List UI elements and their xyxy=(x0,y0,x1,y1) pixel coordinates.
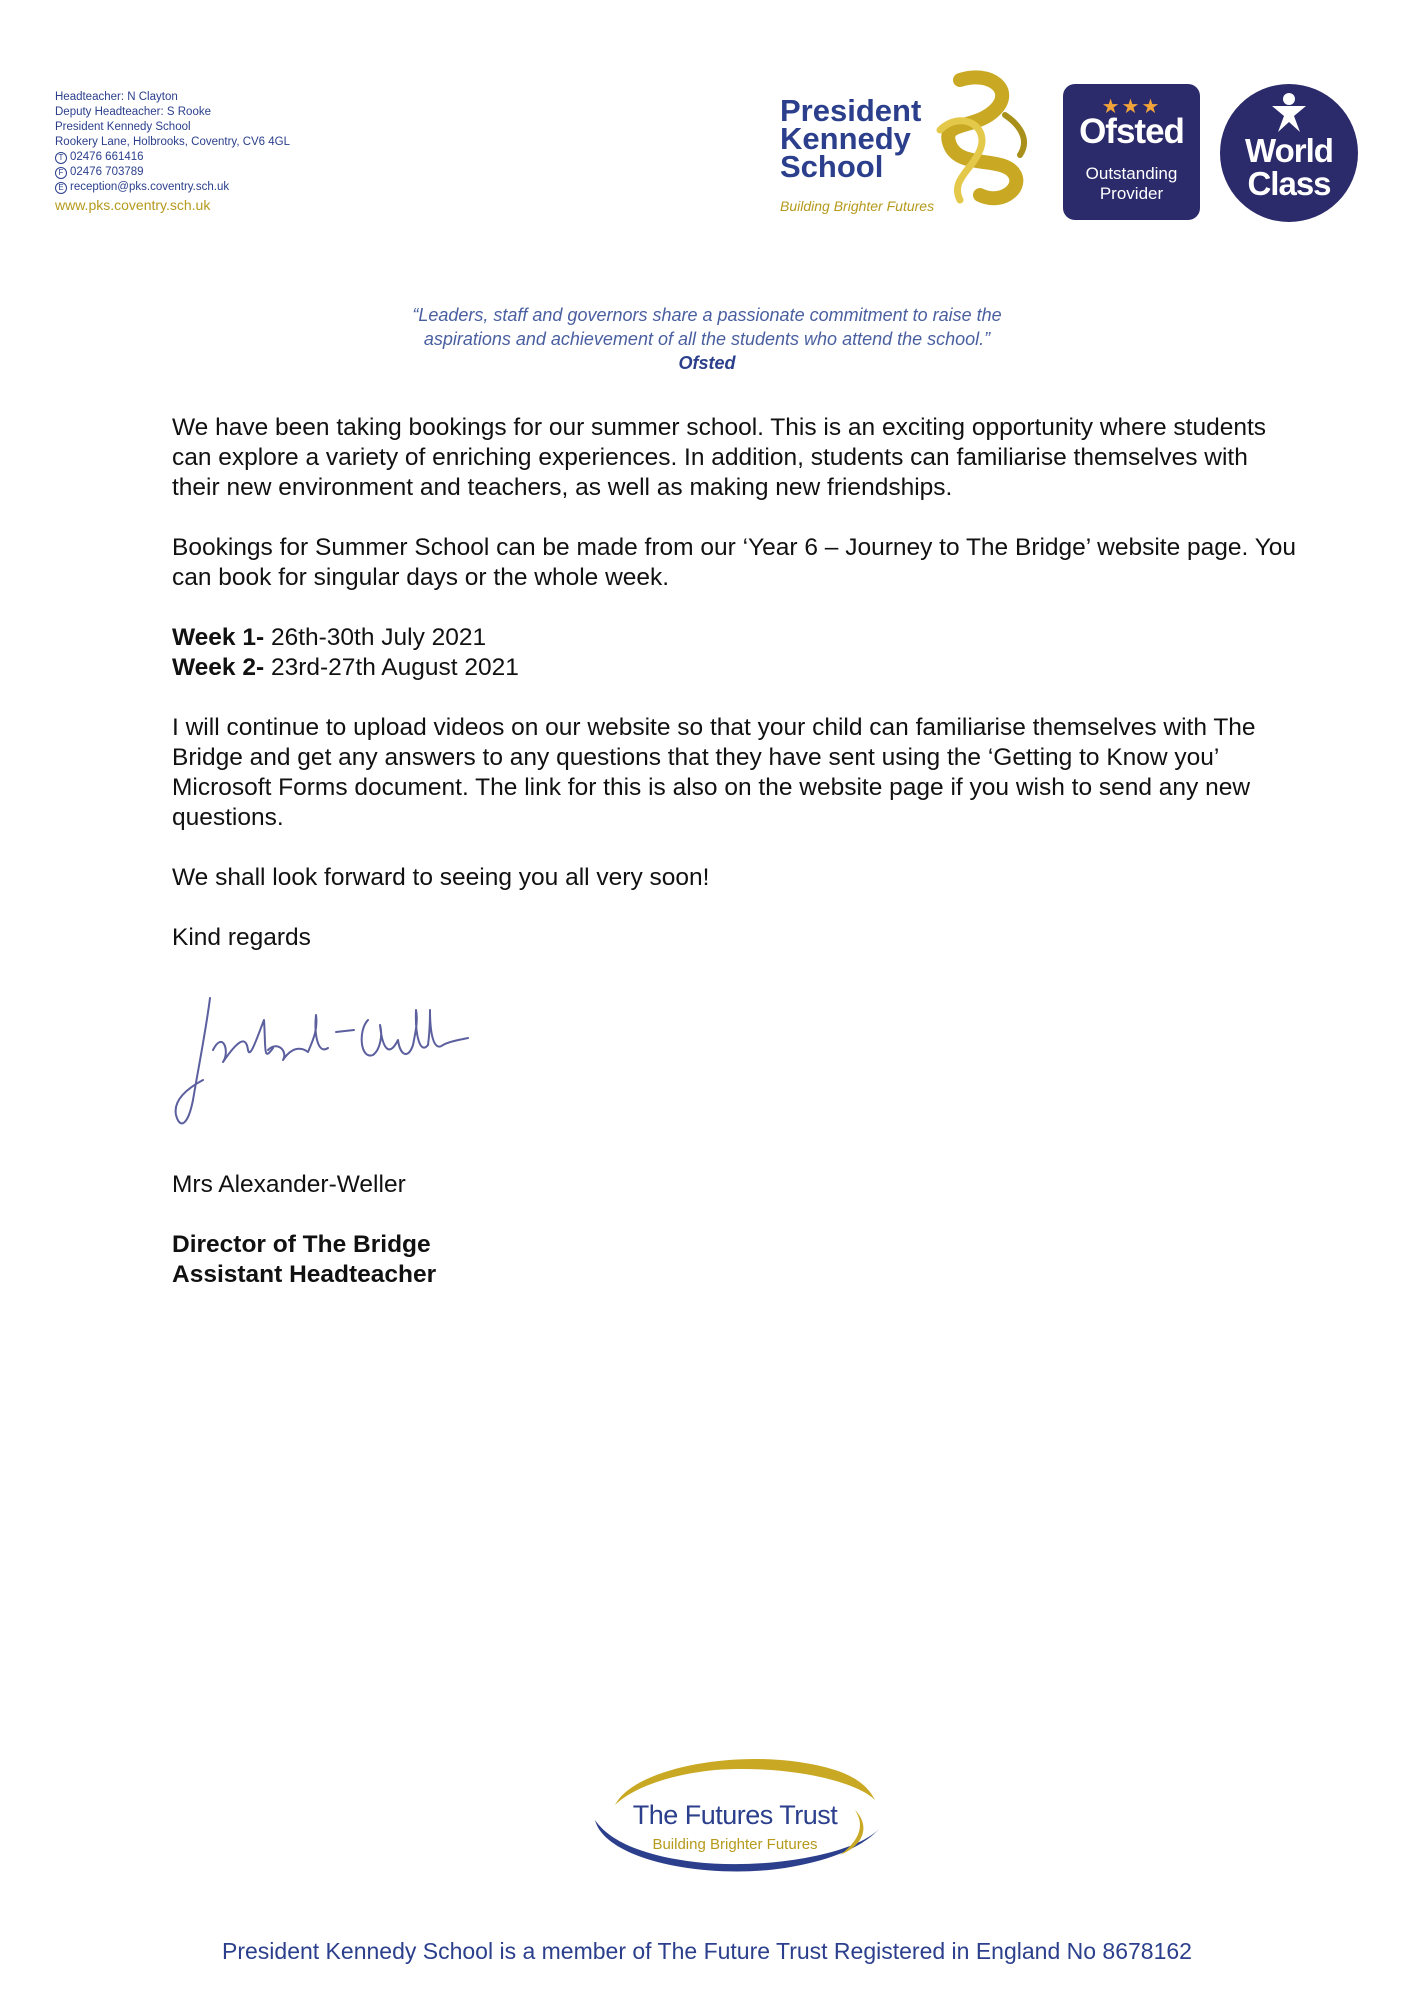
website-link[interactable]: www.pks.coventry.sch.uk xyxy=(55,197,211,213)
email-line xyxy=(55,180,290,195)
ofsted-subtitle-line1: Outstanding xyxy=(1085,164,1178,183)
contact-block xyxy=(55,90,290,214)
address-line: Rookery Lane, Holbrooks, Coventry, CV6 4GL xyxy=(55,136,291,148)
signer-titles xyxy=(172,1230,436,1290)
fax-icon: F xyxy=(55,167,67,179)
school-logo-line3: School xyxy=(780,149,884,184)
quote-source: Ofsted xyxy=(678,353,736,373)
signer-title2: Assistant Headteacher xyxy=(172,1261,437,1288)
deputy-line: Deputy Headteacher: S Rooke xyxy=(55,106,211,118)
week1-line xyxy=(172,623,1302,653)
fax-line xyxy=(55,165,290,180)
paragraph-videos: I will continue to upload videos on our website so that your child can familiarise themselves with The Bridge and get any answers to any questions that they have sent using the ‘Getting to Know you’ Microsoft Forms document. The link for this is also on the website page if you wish to send any new questions. xyxy=(172,714,1256,831)
ofsted-subtitle xyxy=(1063,164,1200,204)
ribbon-logo-icon xyxy=(920,70,1040,210)
phone-line xyxy=(55,150,290,165)
email-icon: E xyxy=(55,182,67,194)
closing-salutation: Kind regards xyxy=(172,924,311,951)
world-class-line1: World xyxy=(1245,132,1333,169)
world-class-badge xyxy=(1220,84,1358,222)
email-address: reception@pks.coventry.sch.uk xyxy=(70,181,230,193)
week2-label: Week 2- xyxy=(172,654,265,681)
ofsted-badge xyxy=(1063,84,1200,220)
fax-number: 02476 703789 xyxy=(70,166,144,178)
letter-body xyxy=(172,413,1302,983)
signer-title1: Director of The Bridge xyxy=(172,1231,431,1258)
paragraph-closing-line: We shall look forward to seeing you all very soon! xyxy=(172,864,710,891)
phone-icon: T xyxy=(55,152,67,164)
ofsted-stars: ★★★ xyxy=(1101,96,1162,118)
paragraph-intro: We have been taking bookings for our summer school. This is an exciting opportunity where students can explore a variety of enriching experiences. In addition, students can familiarise themselves with their new environment and teachers, as well as making new friendships. xyxy=(172,414,1267,501)
week1-dates: 26th-30th July 2021 xyxy=(264,624,487,651)
headteacher-line: Headteacher: N Clayton xyxy=(55,91,178,103)
futures-trust-name: The Futures Trust xyxy=(632,1800,838,1830)
school-name-line: President Kennedy School xyxy=(55,121,191,133)
world-class-text xyxy=(1220,134,1358,200)
week1-label: Week 1- xyxy=(172,624,265,651)
week2-line xyxy=(172,653,1302,683)
futures-trust-tagline: Building Brighter Futures xyxy=(652,1836,818,1853)
signature-image xyxy=(168,990,478,1140)
quote-line1: “Leaders, staff and governors share a passionate commitment to raise the xyxy=(412,305,1002,325)
footer-membership-text: President Kennedy School is a member of The Future Trust Registered in England No 8678162 xyxy=(222,1938,1192,1964)
week2-dates: 23rd-27th August 2021 xyxy=(264,654,519,681)
phone-number: 02476 661416 xyxy=(70,151,144,163)
ofsted-quote xyxy=(300,303,1114,375)
ofsted-wordmark: Ofsted xyxy=(1079,112,1184,151)
paragraph-bookings: Bookings for Summer School can be made from our ‘Year 6 – Journey to The Bridge’ website page. You can book for singular days or the whole week. xyxy=(172,534,1297,591)
quote-line2: aspirations and achievement of all the students who attend the school.” xyxy=(423,329,991,349)
school-logo-line2: Kennedy xyxy=(780,121,911,156)
school-tagline: Building Brighter Futures xyxy=(780,198,935,214)
school-logo-line1: President xyxy=(780,93,922,128)
world-class-line2: Class xyxy=(1247,165,1331,202)
star-person-icon xyxy=(1270,92,1308,132)
ofsted-subtitle-line2: Provider xyxy=(1099,184,1164,203)
signer-name: Mrs Alexander-Weller xyxy=(172,1171,406,1198)
school-logo-text xyxy=(780,93,922,184)
